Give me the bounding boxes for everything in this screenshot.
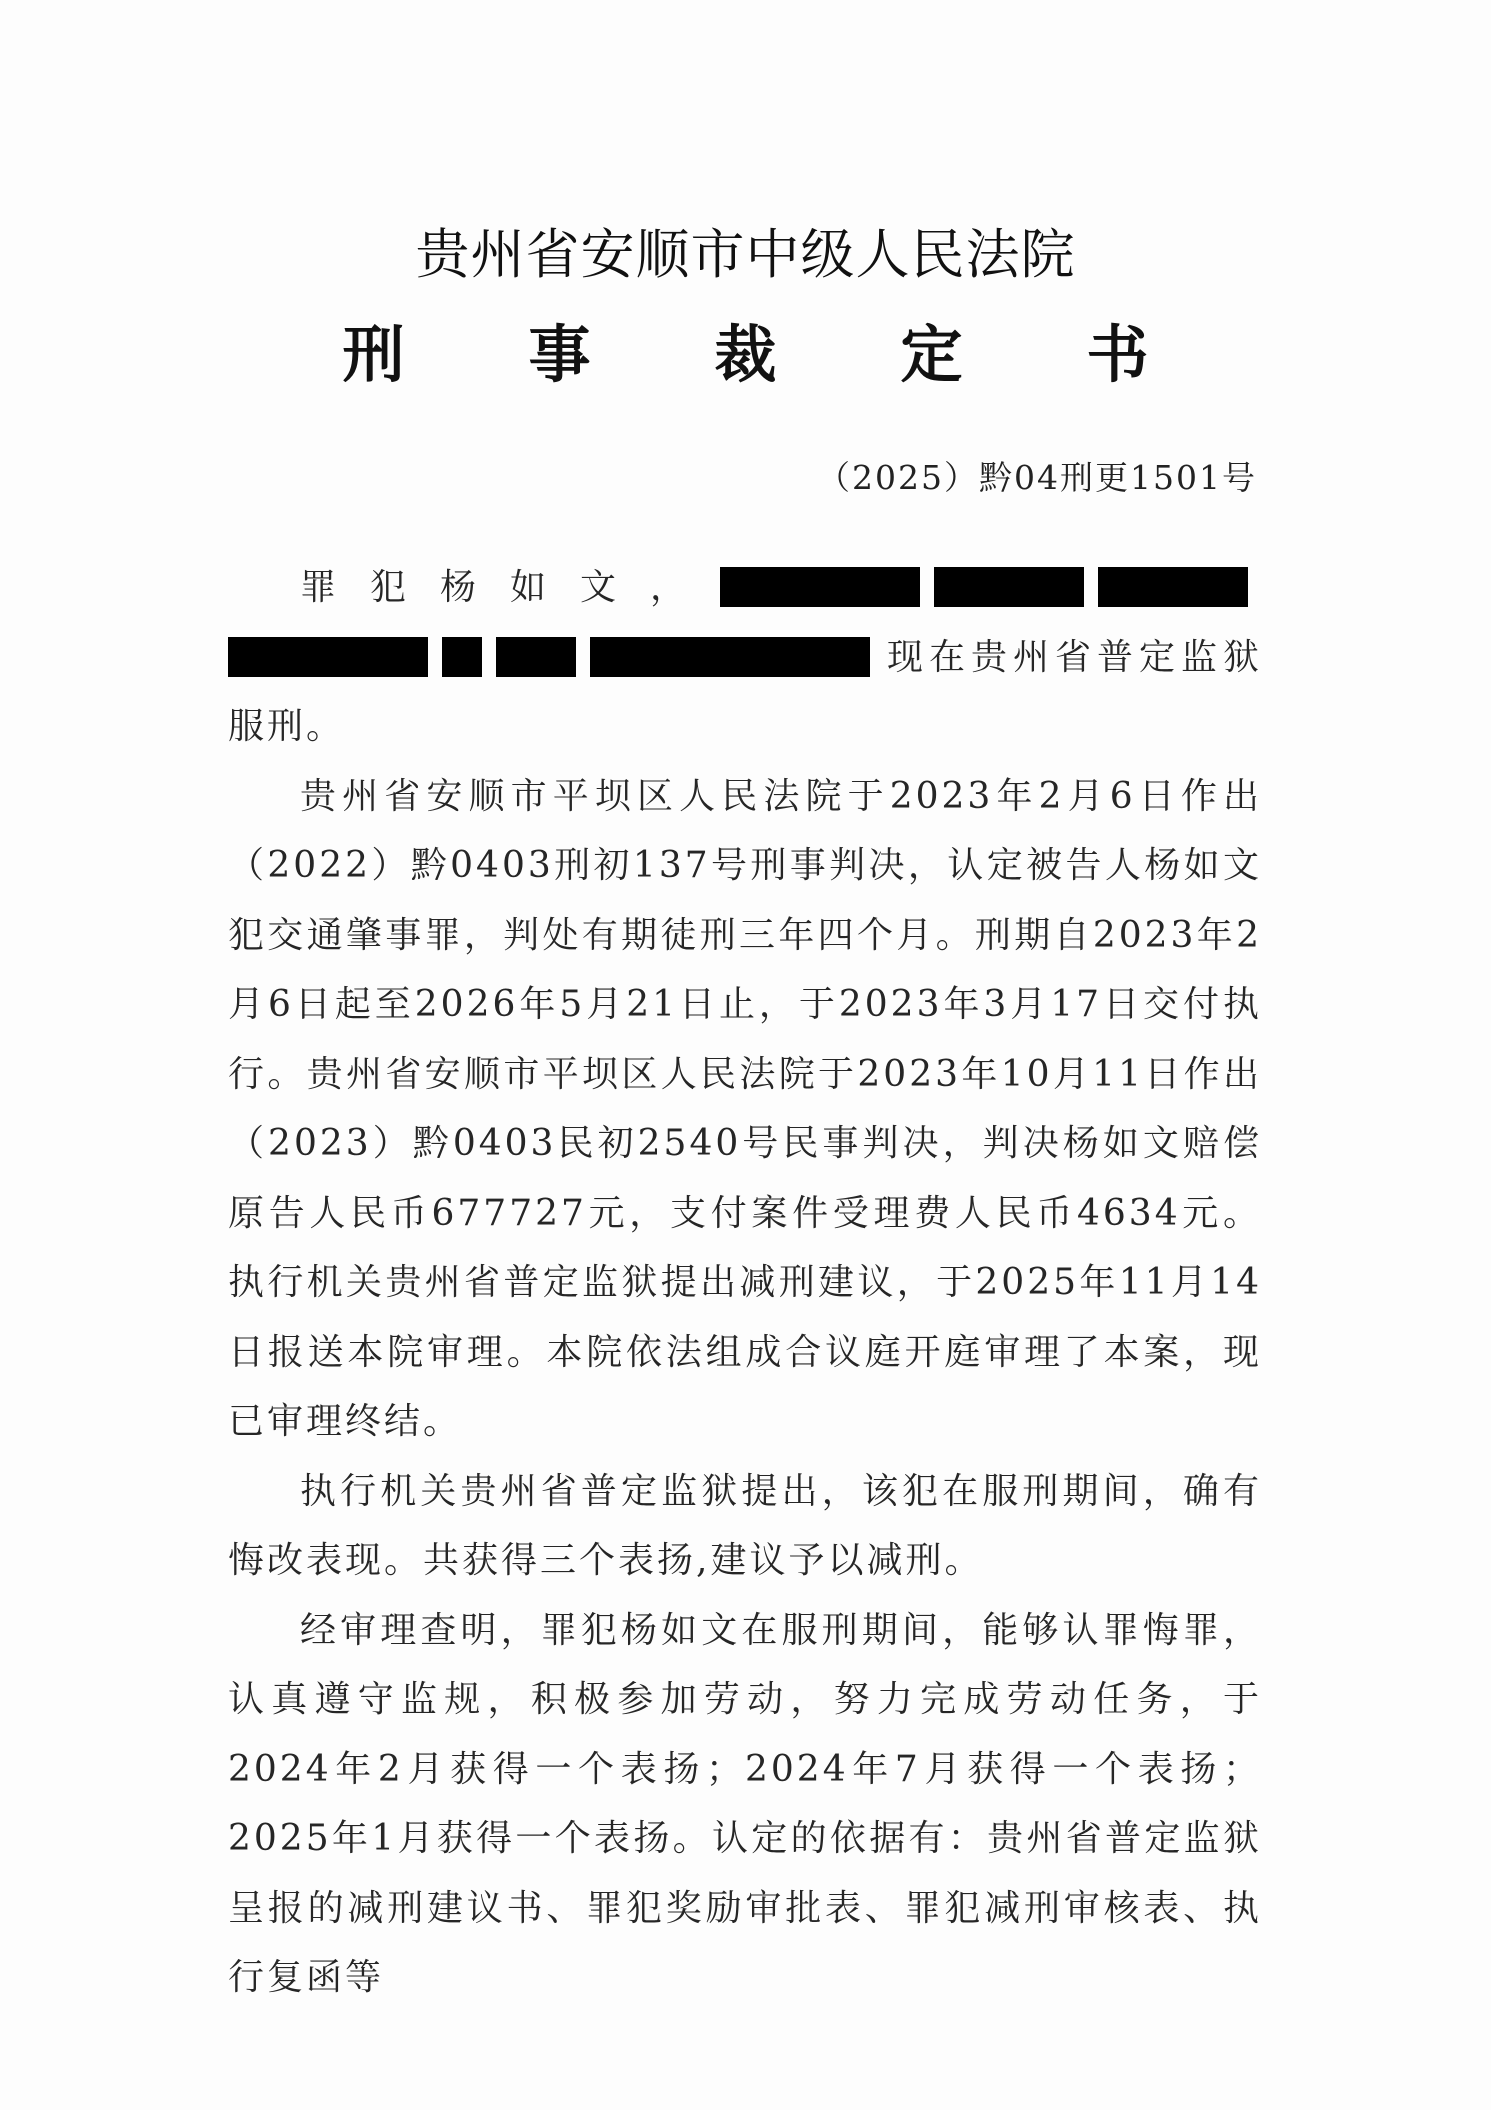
redaction-block [496, 637, 576, 677]
case-number: （2025）黔04刑更1501号 [817, 458, 1257, 497]
redaction-block [1098, 567, 1248, 607]
redaction-block [934, 567, 1084, 607]
document-type-title [0, 305, 1491, 394]
title-char-2: 事 [528, 318, 591, 391]
redaction-block [442, 637, 482, 677]
court-name: 贵州省安顺市中级人民法院 [415, 223, 1076, 286]
title-char-5: 书 [1086, 318, 1149, 391]
title-char-1: 刑 [342, 318, 405, 391]
defendant-location: 现在贵州省普定监狱服刑。 [228, 636, 1262, 747]
title-char-4: 定 [900, 318, 963, 391]
paragraph-judgment-history: 贵州省安顺市平坝区人民法院于2023年2月6日作出（2022）黔0403刑初137号刑事判决，认定被告人杨如文犯交通肇事罪，判处有期徒刑三年四个月。刑期自2023年2月6日起至2026年5月21日止，于2023年3月17日交付执行。贵州省安顺市平坝区人民法院于2023年10月11日作出（2023）黔0403民初2540号民事判决，判决杨如文赔偿原告人民币677727元，支付案件受理费人民币4634元。执行机关贵州省普定监狱提出减刑建议，于2025年11月14日报送本院审理。本院依法组成合议庭开庭审理了本案，现已审理终结。 [228, 775, 1262, 1442]
document-body [228, 553, 1262, 2013]
paragraph-findings: 经审理查明，罪犯杨如文在服刑期间，能够认罪悔罪，认真遵守监规，积极参加劳动，努力完成劳动任务，于2024年2月获得一个表扬；2024年7月获得一个表扬；2025年1月获得一个表扬。认定的依据有：贵州省普定监狱呈报的减刑建议书、罪犯奖励审批表、罪犯减刑审核表、执行复函等 [228, 1609, 1262, 1998]
title-char-3: 裁 [714, 318, 777, 391]
redaction-block [228, 637, 428, 677]
defendant-intro: 罪犯杨如文， [300, 567, 720, 608]
paragraph-defendant [228, 553, 1262, 762]
redaction-block [590, 637, 870, 677]
paragraph-prison-proposal: 执行机关贵州省普定监狱提出，该犯在服刑期间，确有悔改表现。共获得三个表扬,建议予以减刑。 [228, 1470, 1262, 1581]
redaction-block [720, 567, 920, 607]
